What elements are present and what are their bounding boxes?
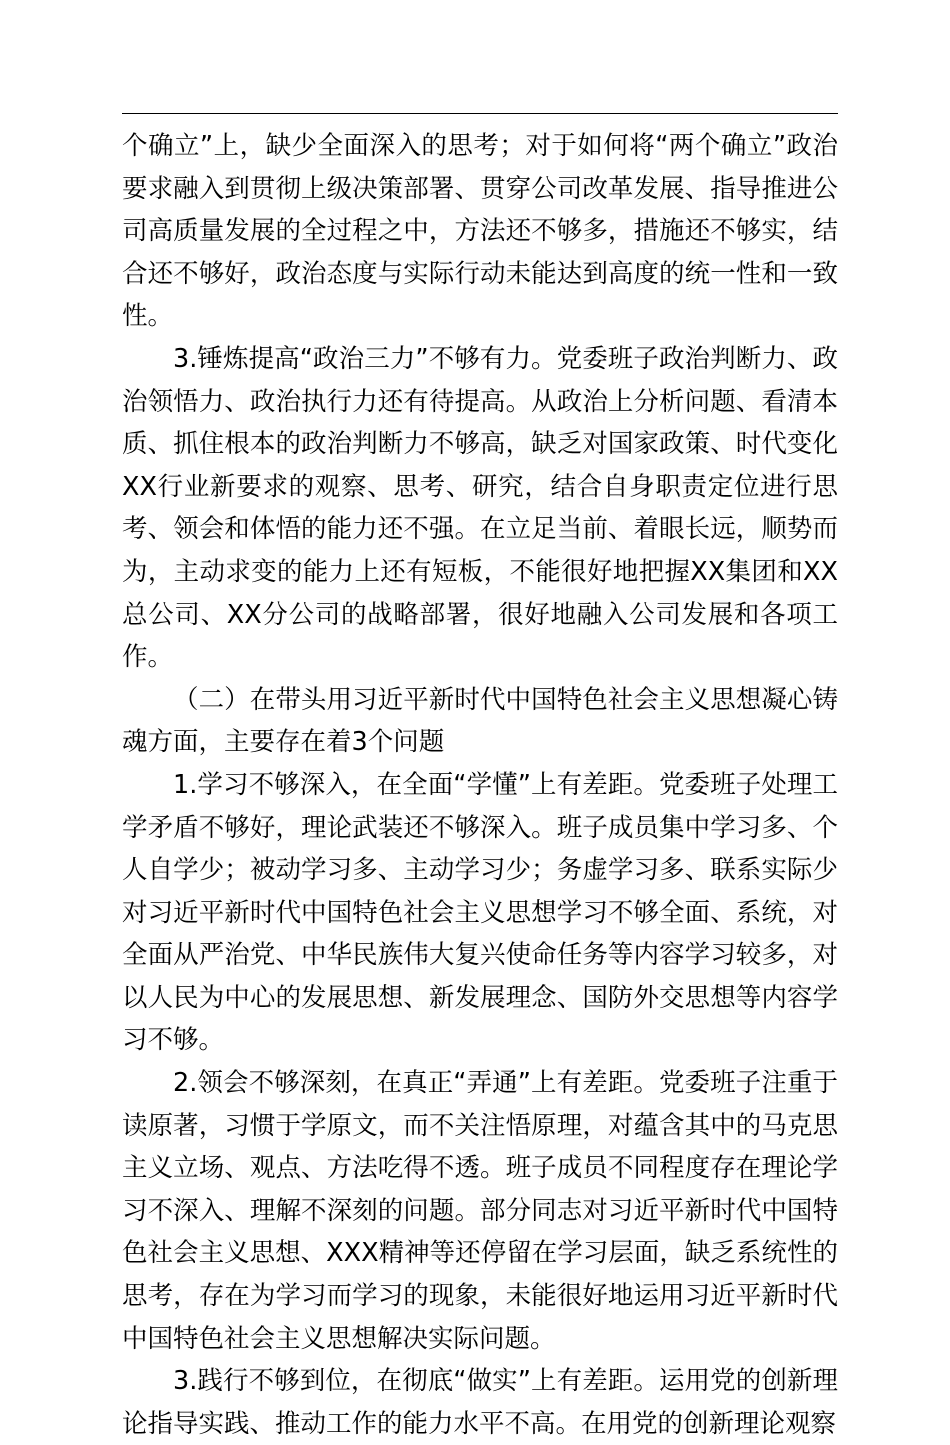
paragraph-item-2-comprehension: 2.领会不够深刻，在真正“弄通”上有差距。党委班子注重于读原著，习惯于学原文，而不关注悟原理，对蕴含其中的马克思主义立场、观点、方法吃得不透。班子成员不同程度存在理论学习不深入、理解不深刻的问题。部分同志对习近平新时代中国特色社会主义思想、XXX精神等还停留在学习层面，缺乏系统性的思考，存在为学习而学习的现象，未能很好地运用习近平新时代中国特色社会主义思想解决实际问题。 [122, 1068, 838, 1354]
paragraph-item-1-study: 1.学习不够深入，在全面“学懂”上有差距。党委班子处理工学矛盾不够好，理论武装还不够深入。班子成员集中学习多、个人自学少；被动学习多、主动学习少；务虚学习多、联系实际少对习近平新时代中国特色社会主义思想学习不够全面、系统，对全面从严治党、中华民族伟大复兴使命任务等内容学习较多，对以人民为中心的发展思想、新发展理念、国防外交思想等内容学习不够。 [122, 769, 838, 1056]
section-heading-2: （二）在带头用习近平新时代中国特色社会主义思想凝心铸魂方面，主要存在着3个问题 [122, 684, 838, 758]
paragraph-item-3-political-abilities: 3.锤炼提高“政治三力”不够有力。党委班子政治判断力、政治领悟力、政治执行力还有待提高。从政治上分析问题、看清本质、抓住根本的政治判断力不够高，缺乏对国家政策、时代变化XX行业新要求的观察、思考、研究，结合自身职责定位进行思考、领会和体悟的能力还不强。在立足当前、着眼长远，顺势而为，主动求变的能力上还有短板，不能很好地把握XX集团和XX总公司、XX分公司的战略部署，很好地融入公司发展和各项工作。 [122, 343, 838, 673]
header-rule [122, 113, 838, 114]
document-body [122, 125, 838, 1445]
paragraph-item-3-practice: 3.践行不够到位，在彻底“做实”上有差距。运用党的创新理论指导实践、推动工作的能力水平不高。在用党的创新理论观察 [122, 1366, 838, 1439]
paragraph-continuation: 个确立”上，缺少全面深入的思考；对于如何将“两个确立”政治要求融入到贯彻上级决策部署、贯穿公司改革发展、指导推进公司高质量发展的全过程之中，方法还不够多，措施还不够实，结合还不够好，政治态度与实际行动未能达到高度的统一性和一致性。 [122, 131, 838, 332]
